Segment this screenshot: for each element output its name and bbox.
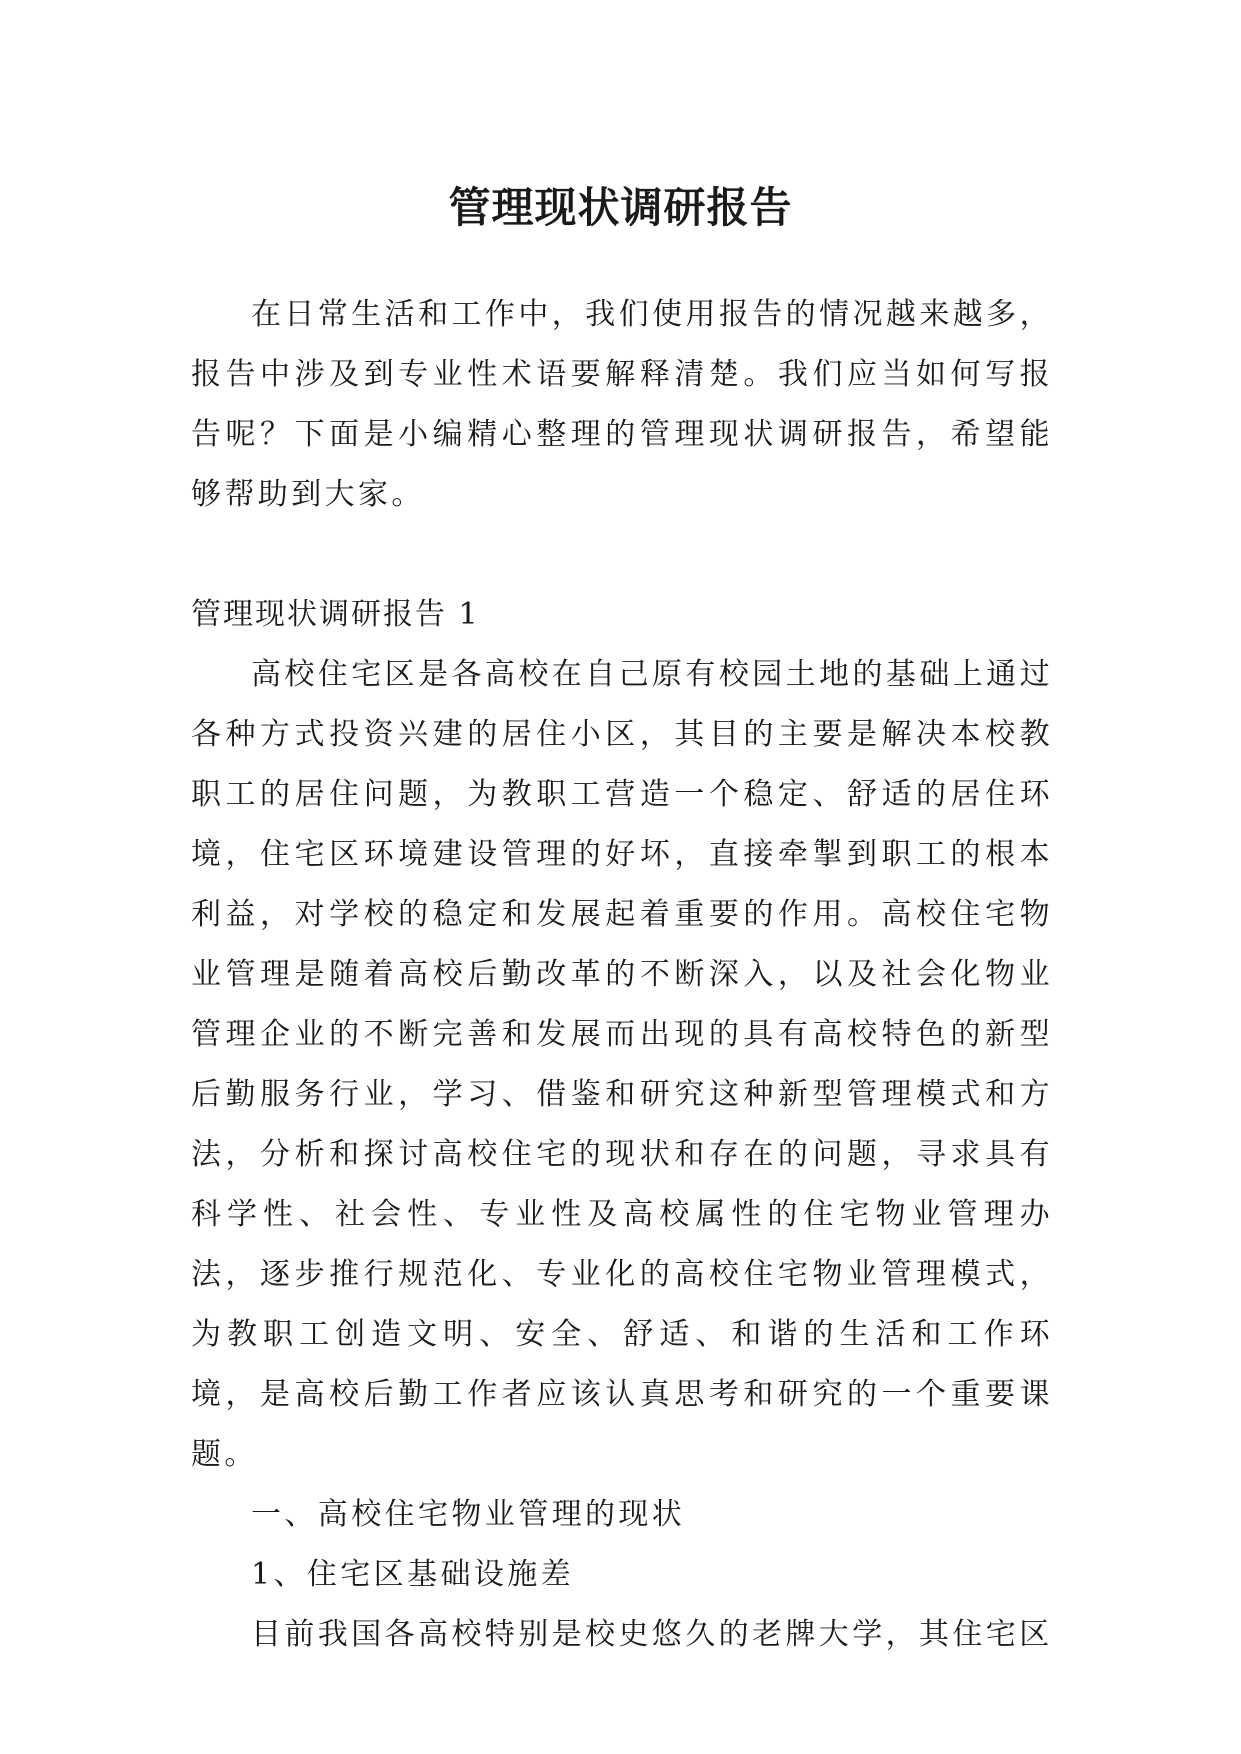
- section-title: 管理现状调研报告 1: [191, 597, 480, 632]
- document-body: [191, 285, 1053, 1665]
- heading-1-1: 1、住宅区基础设施差: [251, 1557, 575, 1592]
- document-title: 管理现状调研报告: [448, 183, 793, 233]
- body-paragraph-2: 目前我国各高校特别是校史悠久的老牌大学，其住宅区: [251, 1617, 1053, 1652]
- body-paragraph-1: 高校住宅区是各高校在自己原有校园土地的基础上通过各种方式投资兴建的居住小区，其目的主要是解决本校教职工的居住问题，为教职工营造一个稳定、舒适的居住环境，住宅区环境建设管理的好坏，直接牵掣到职工的根本利益，对学校的稳定和发展起着重要的作用。高校住宅物业管理是随着高校后勤改革的不断深入，以及社会化物业管理企业的不断完善和发展而出现的具有高校特色的新型后勤服务行业，学习、借鉴和研究这种新型管理模式和方法，分析和探讨高校住宅的现状和存在的问题，寻求具有科学性、社会性、专业性及高校属性的住宅物业管理办法，逐步推行规范化、专业化的高校住宅物业管理模式，为教职工创造文明、安全、舒适、和谐的生活和工作环境，是高校后勤工作者应该认真思考和研究的一个重要课题。: [191, 657, 1053, 1472]
- heading-1: 一、高校住宅物业管理的现状: [251, 1497, 686, 1532]
- intro-paragraph: 在日常生活和工作中，我们使用报告的情况越来越多，报告中涉及到专业性术语要解释清楚。我们应当如何写报告呢？下面是小编精心整理的管理现状调研报告，希望能够帮助到大家。: [191, 297, 1053, 512]
